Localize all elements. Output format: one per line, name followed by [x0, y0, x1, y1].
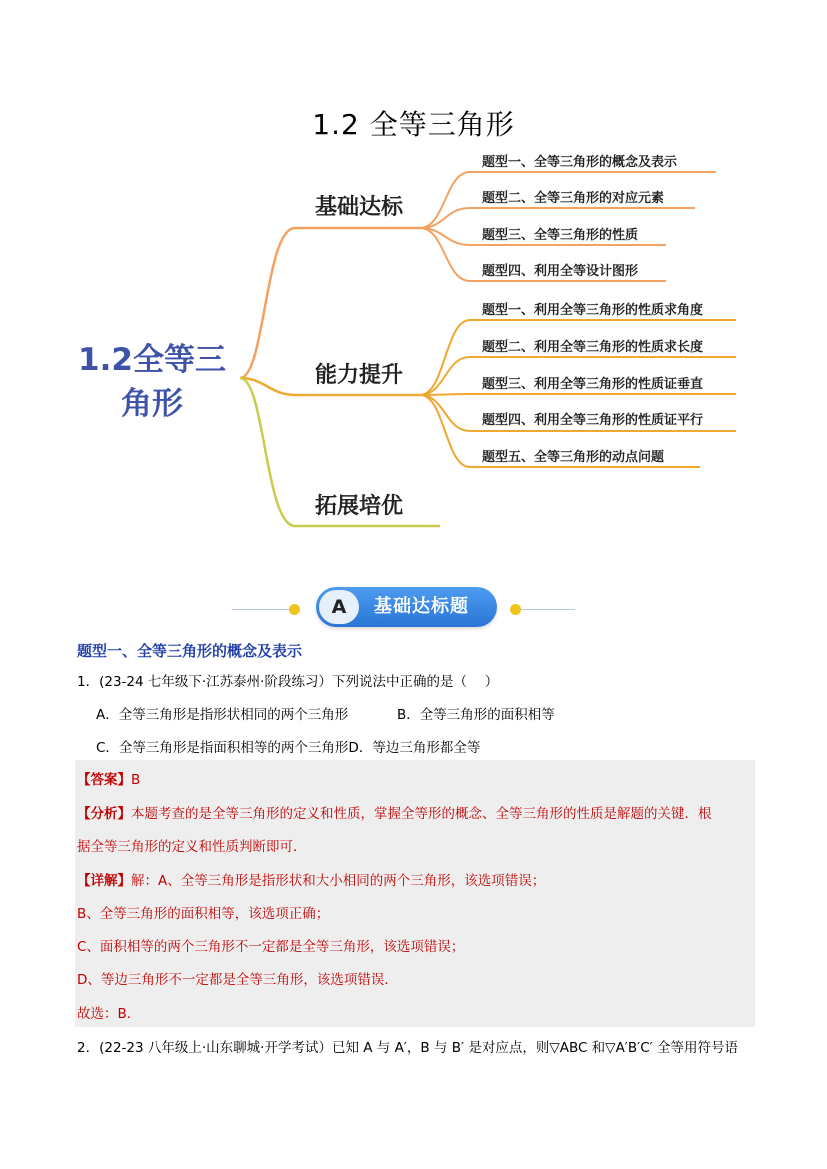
detail-line-1: [77, 869, 545, 889]
analysis-text-1: 本题考查的是全等三角形的定义和性质，掌握全等形的概念、全等三角形的性质是解题的关键．根: [131, 806, 712, 822]
mind-map-root: [72, 338, 232, 426]
banner-line-right: [519, 609, 575, 610]
root-label-line2: 角形: [121, 386, 183, 422]
banner-dot-left: [289, 604, 300, 615]
leaf-b1-4: 题型四、利用全等设计图形: [482, 264, 639, 279]
connector-root-branch1: [240, 228, 420, 378]
leaf-b1-2: 题型二、全等三角形的对应元素: [482, 191, 665, 206]
leaf-b2-1: 题型一、利用全等三角形的性质求角度: [482, 303, 704, 318]
root-label-line1: 1.2全等三: [78, 342, 226, 378]
question-1-option-c-d: C．全等三角形是指面积相等的两个三角形D．等边三角形都全等: [96, 740, 481, 756]
question-1-stem: 1．(23-24 七年级下·江苏泰州·阶段练习）下列说法中正确的是（ ）: [77, 674, 499, 690]
document-title: 1.2 全等三角形: [312, 108, 515, 141]
analysis-line-2: 据全等三角形的定义和性质判断即可．: [77, 839, 307, 855]
banner-title: 基础达标题: [374, 596, 469, 617]
conclusion-line: 故选：B．: [77, 1006, 141, 1022]
question-2-stem: 2．(22-23 八年级上·山东聊城·开学考试）已知 A 与 A′，B 与 B′ 是对应点，则▽ABC 和▽A′B′C′ 全等用符号语: [77, 1040, 738, 1056]
leaf-b1-1: 题型一、全等三角形的概念及表示: [482, 155, 678, 170]
answer-line: [77, 768, 140, 788]
detail-tag: 【详解】: [77, 873, 131, 889]
answer-value: B: [131, 772, 141, 788]
banner-line-left: [232, 609, 294, 610]
detail-line-4: D、等边三角形不一定都是全等三角形，该选项错误．: [77, 972, 398, 988]
banner-letter: A: [319, 590, 359, 624]
question-1-option-a: A．全等三角形是指形状相同的两个三角形: [96, 707, 349, 723]
branch-basic: 基础达标: [315, 195, 404, 220]
branch-extension: 拓展培优: [315, 494, 404, 519]
analysis-line-1: [77, 802, 712, 822]
branch-advanced: 能力提升: [315, 363, 404, 388]
detail-line-2: B、全等三角形的面积相等，该选项正确；: [77, 906, 330, 922]
leaf-b2-5: 题型五、全等三角形的动点问题: [482, 450, 665, 465]
analysis-tag: 【分析】: [77, 806, 131, 822]
answer-tag: 【答案】: [77, 772, 131, 788]
leaf-b2-4: 题型四、利用全等三角形的性质证平行: [482, 413, 704, 428]
question-1-option-b: B．全等三角形的面积相等: [397, 707, 555, 723]
connector-b2-l3: [420, 394, 736, 395]
detail-line-3: C、面积相等的两个三角形不一定都是全等三角形，该选项错误；: [77, 939, 465, 955]
section-heading: 题型一、全等三角形的概念及表示: [77, 642, 303, 660]
leaf-b2-2: 题型二、利用全等三角形的性质求长度: [482, 340, 704, 355]
leaf-b1-3: 题型三、全等三角形的性质: [482, 228, 639, 243]
section-banner: [316, 587, 497, 627]
detail-text-1: 解：A、全等三角形是指形状和大小相同的两个三角形，该选项错误；: [131, 873, 546, 889]
leaf-b2-3: 题型三、利用全等三角形的性质证垂直: [482, 377, 704, 392]
